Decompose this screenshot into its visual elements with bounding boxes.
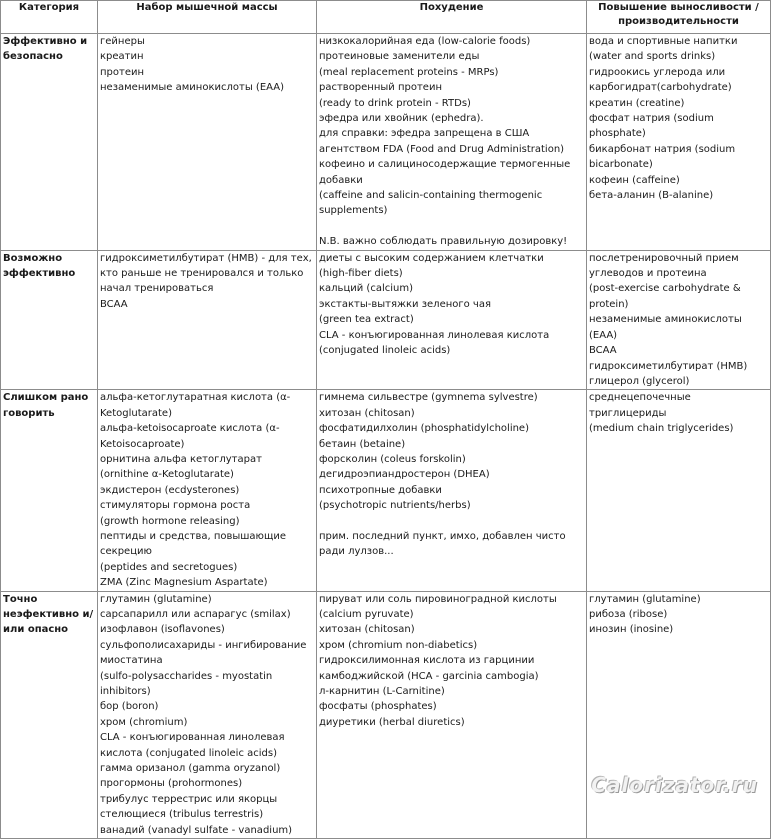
watermark-logo: Calorizator.ru xyxy=(591,773,758,797)
list-item: хитозан (chitosan) xyxy=(319,624,415,636)
list-item: (growth hormone releasing) xyxy=(100,515,240,527)
list-item: CLA - конъюгированная линолевая кислота (conjugated linoleic acids) xyxy=(100,732,285,759)
list-item: (green tea extract) xyxy=(319,314,414,326)
list-item: пептиды и средства, повышающие секрецию xyxy=(100,530,287,558)
list-item: гидроокись углерода или карбогидрат(carbohydrate) xyxy=(589,66,732,94)
list-item: (medium chain triglycerides) xyxy=(589,423,734,435)
header-row xyxy=(1,1,771,34)
list-item: диуретики (herbal diuretics) xyxy=(319,716,465,728)
mass-cell xyxy=(98,390,317,591)
list-item: бикарбонат натрия (sodium bicarbonate) xyxy=(589,143,736,171)
list-item: гидроксиметилбутират (HMB) - для тех, кто раньше не тренировался и только начал тренироваться xyxy=(100,252,312,295)
weight-loss-cell xyxy=(317,591,587,839)
list-item: глутамин (glutamine) xyxy=(589,593,701,605)
header-weight-loss: Похудение xyxy=(317,1,587,34)
weight-loss-cell xyxy=(317,390,587,591)
list-item xyxy=(319,514,584,529)
list-item: низкокалорийная еда (low-calorie foods) xyxy=(319,36,531,47)
list-item: стимуляторы гормона роста xyxy=(100,500,251,512)
list-item: (sulfo-polysaccharides - myostatin inhibitors) xyxy=(100,670,273,698)
list-item: вода и спортивные напитки (water and sports drinks) xyxy=(589,36,738,63)
list-item: экстакты-вытяжки зеленого чая xyxy=(319,298,491,310)
list-item: (peptides and secretogues) xyxy=(100,561,238,573)
list-item: альфа-кетоглутаратная кислота (α-Ketoglutarate) xyxy=(100,392,291,419)
endurance-cell xyxy=(587,250,771,390)
endurance-cell xyxy=(587,390,771,591)
list-item: гейнеры xyxy=(100,36,145,47)
list-item: ванадий (vanadyl sulfate - vanadium) xyxy=(100,824,293,836)
list-item: дегидроэпиандростерон (DHEA) xyxy=(319,469,490,481)
table-row xyxy=(1,250,771,390)
list-item: кофеин (caffeine) xyxy=(589,174,680,186)
list-item: (psychotropic nutrients/herbs) xyxy=(319,500,471,512)
endurance-cell xyxy=(587,34,771,251)
list-item: инозин (inosine) xyxy=(589,624,674,636)
list-item: протеиновые заменители еды xyxy=(319,51,480,63)
list-item: гамма оризанол (gamma oryzanol) xyxy=(100,763,281,775)
list-item: (conjugated linoleic acids) xyxy=(319,345,451,357)
list-item: глицерол (glycerol) xyxy=(589,375,690,387)
category-cell: Слишком рано говорить xyxy=(1,390,98,591)
list-item: кофеино и салициносодержащие термогенные добавки xyxy=(319,159,571,186)
list-item: хром (chromium non-diabetics) xyxy=(319,639,478,651)
list-item: фосфат натрия (sodium phosphate) xyxy=(589,113,714,140)
list-item: кальций (calcium) xyxy=(319,283,413,295)
list-item: креатин (creatine) xyxy=(589,97,685,109)
list-item: гидроксилимонная кислота из гарцинии камбоджийской (HCA - garcinia cambogia) xyxy=(319,655,539,682)
list-item: гидроксиметилбутират (HMB) xyxy=(589,360,748,372)
mass-cell xyxy=(98,34,317,251)
list-item: изофлавон (isoflavones) xyxy=(100,624,225,636)
category-cell: Возможно эффективно xyxy=(1,250,98,390)
list-item: незаменимые аминокислоты (EAA) xyxy=(589,314,742,341)
list-item: BCAA xyxy=(100,298,128,310)
list-item: (caffeine and salicin-containing thermogenic supplements) xyxy=(319,190,543,217)
list-item: хитозан (chitosan) xyxy=(319,407,415,419)
list-item: бетаин (betaine) xyxy=(319,438,406,450)
list-item: фосфаты (phosphates) xyxy=(319,701,437,713)
list-item: (high-fiber diets) xyxy=(319,268,403,280)
list-item: протеин xyxy=(100,66,145,78)
weight-loss-cell xyxy=(317,34,587,251)
list-item: альфа-ketoisocaproate кислота (α-Ketoisocaproate) xyxy=(100,423,280,450)
header-category: Категория xyxy=(1,1,98,34)
list-item: л-карнитин (L-Carnitine) xyxy=(319,686,445,698)
table-row xyxy=(1,591,771,839)
list-item: глутамин (glutamine) xyxy=(100,593,212,605)
list-item: рибоза (ribose) xyxy=(589,609,668,621)
list-item: бор (boron) xyxy=(100,701,159,713)
list-item: гимнема сильвестре (gymnema sylvestre) xyxy=(319,392,538,404)
list-item: для справки: эфедра запрещена в США агентством FDA (Food and Drug Administration) xyxy=(319,128,565,155)
endurance-cell xyxy=(587,591,771,839)
list-item: среднецепочечные триглицериды xyxy=(589,392,691,419)
list-item: незаменимые аминокислоты (EAA) xyxy=(100,82,284,94)
table-row xyxy=(1,390,771,591)
header-mass: Набор мышечной массы xyxy=(98,1,317,34)
category-cell: Точно неэфективно и/или опасно xyxy=(1,591,98,839)
list-item: сарсапарилл или аспарагус (smilax) xyxy=(100,609,291,621)
list-item: креатин xyxy=(100,51,144,63)
list-item: растворенный протеин xyxy=(319,82,442,94)
table-row xyxy=(1,34,771,251)
list-item: (post-exercise carbohydrate & protein) xyxy=(589,283,741,310)
list-item: прогормоны (prohormones) xyxy=(100,778,243,790)
list-item: сульфополисахариды - ингибирование миостатина xyxy=(100,639,307,667)
mass-cell xyxy=(98,591,317,839)
list-item: прим. последний пункт, имхо, добавлен чисто ради лулзов... xyxy=(319,530,566,558)
list-item: BCAA xyxy=(589,345,617,357)
list-item: эфедра или хвойник (ephedra). xyxy=(319,113,484,125)
weight-loss-cell xyxy=(317,250,587,390)
mass-cell xyxy=(98,250,317,390)
list-item: орнитина альфа кетоглутарат xyxy=(100,453,262,465)
list-item: хром (chromium) xyxy=(100,716,188,728)
list-item: пируват или соль пировиноградной кислоты (calcium pyruvate) xyxy=(319,593,557,621)
list-item: экдистерон (ecdysterones) xyxy=(100,484,240,496)
list-item xyxy=(319,219,584,234)
list-item: диеты с высоким содержанием клетчатки xyxy=(319,252,544,264)
category-cell: Эффективно и безопасно xyxy=(1,34,98,251)
list-item: N.B. важно соблюдать правильную дозировку! xyxy=(319,236,568,248)
list-item: (ready to drink protein - RTDs) xyxy=(319,97,471,109)
list-item: бета-аланин (B-alanine) xyxy=(589,190,714,202)
header-endurance: Повышение выносливости / производительности xyxy=(587,1,771,34)
list-item: ZMA (Zinc Magnesium Aspartate) xyxy=(100,577,268,589)
list-item: трибулус террестрис или якорцы стелющиеся (tribulus terrestris) xyxy=(100,793,278,821)
list-item: послетренировочный прием углеводов и протеина xyxy=(589,252,739,280)
list-item: (meal replacement proteins - MRPs) xyxy=(319,66,499,78)
list-item: психотропные добавки xyxy=(319,484,442,496)
list-item: CLA - конъюгированная линолевая кислота xyxy=(319,329,550,341)
list-item: фосфатидилхолин (phosphatidylcholine) xyxy=(319,423,529,435)
list-item: (ornithine α-Ketoglutarate) xyxy=(100,469,234,481)
table-body xyxy=(1,34,771,839)
list-item: форсколин (coleus forskolin) xyxy=(319,453,466,465)
